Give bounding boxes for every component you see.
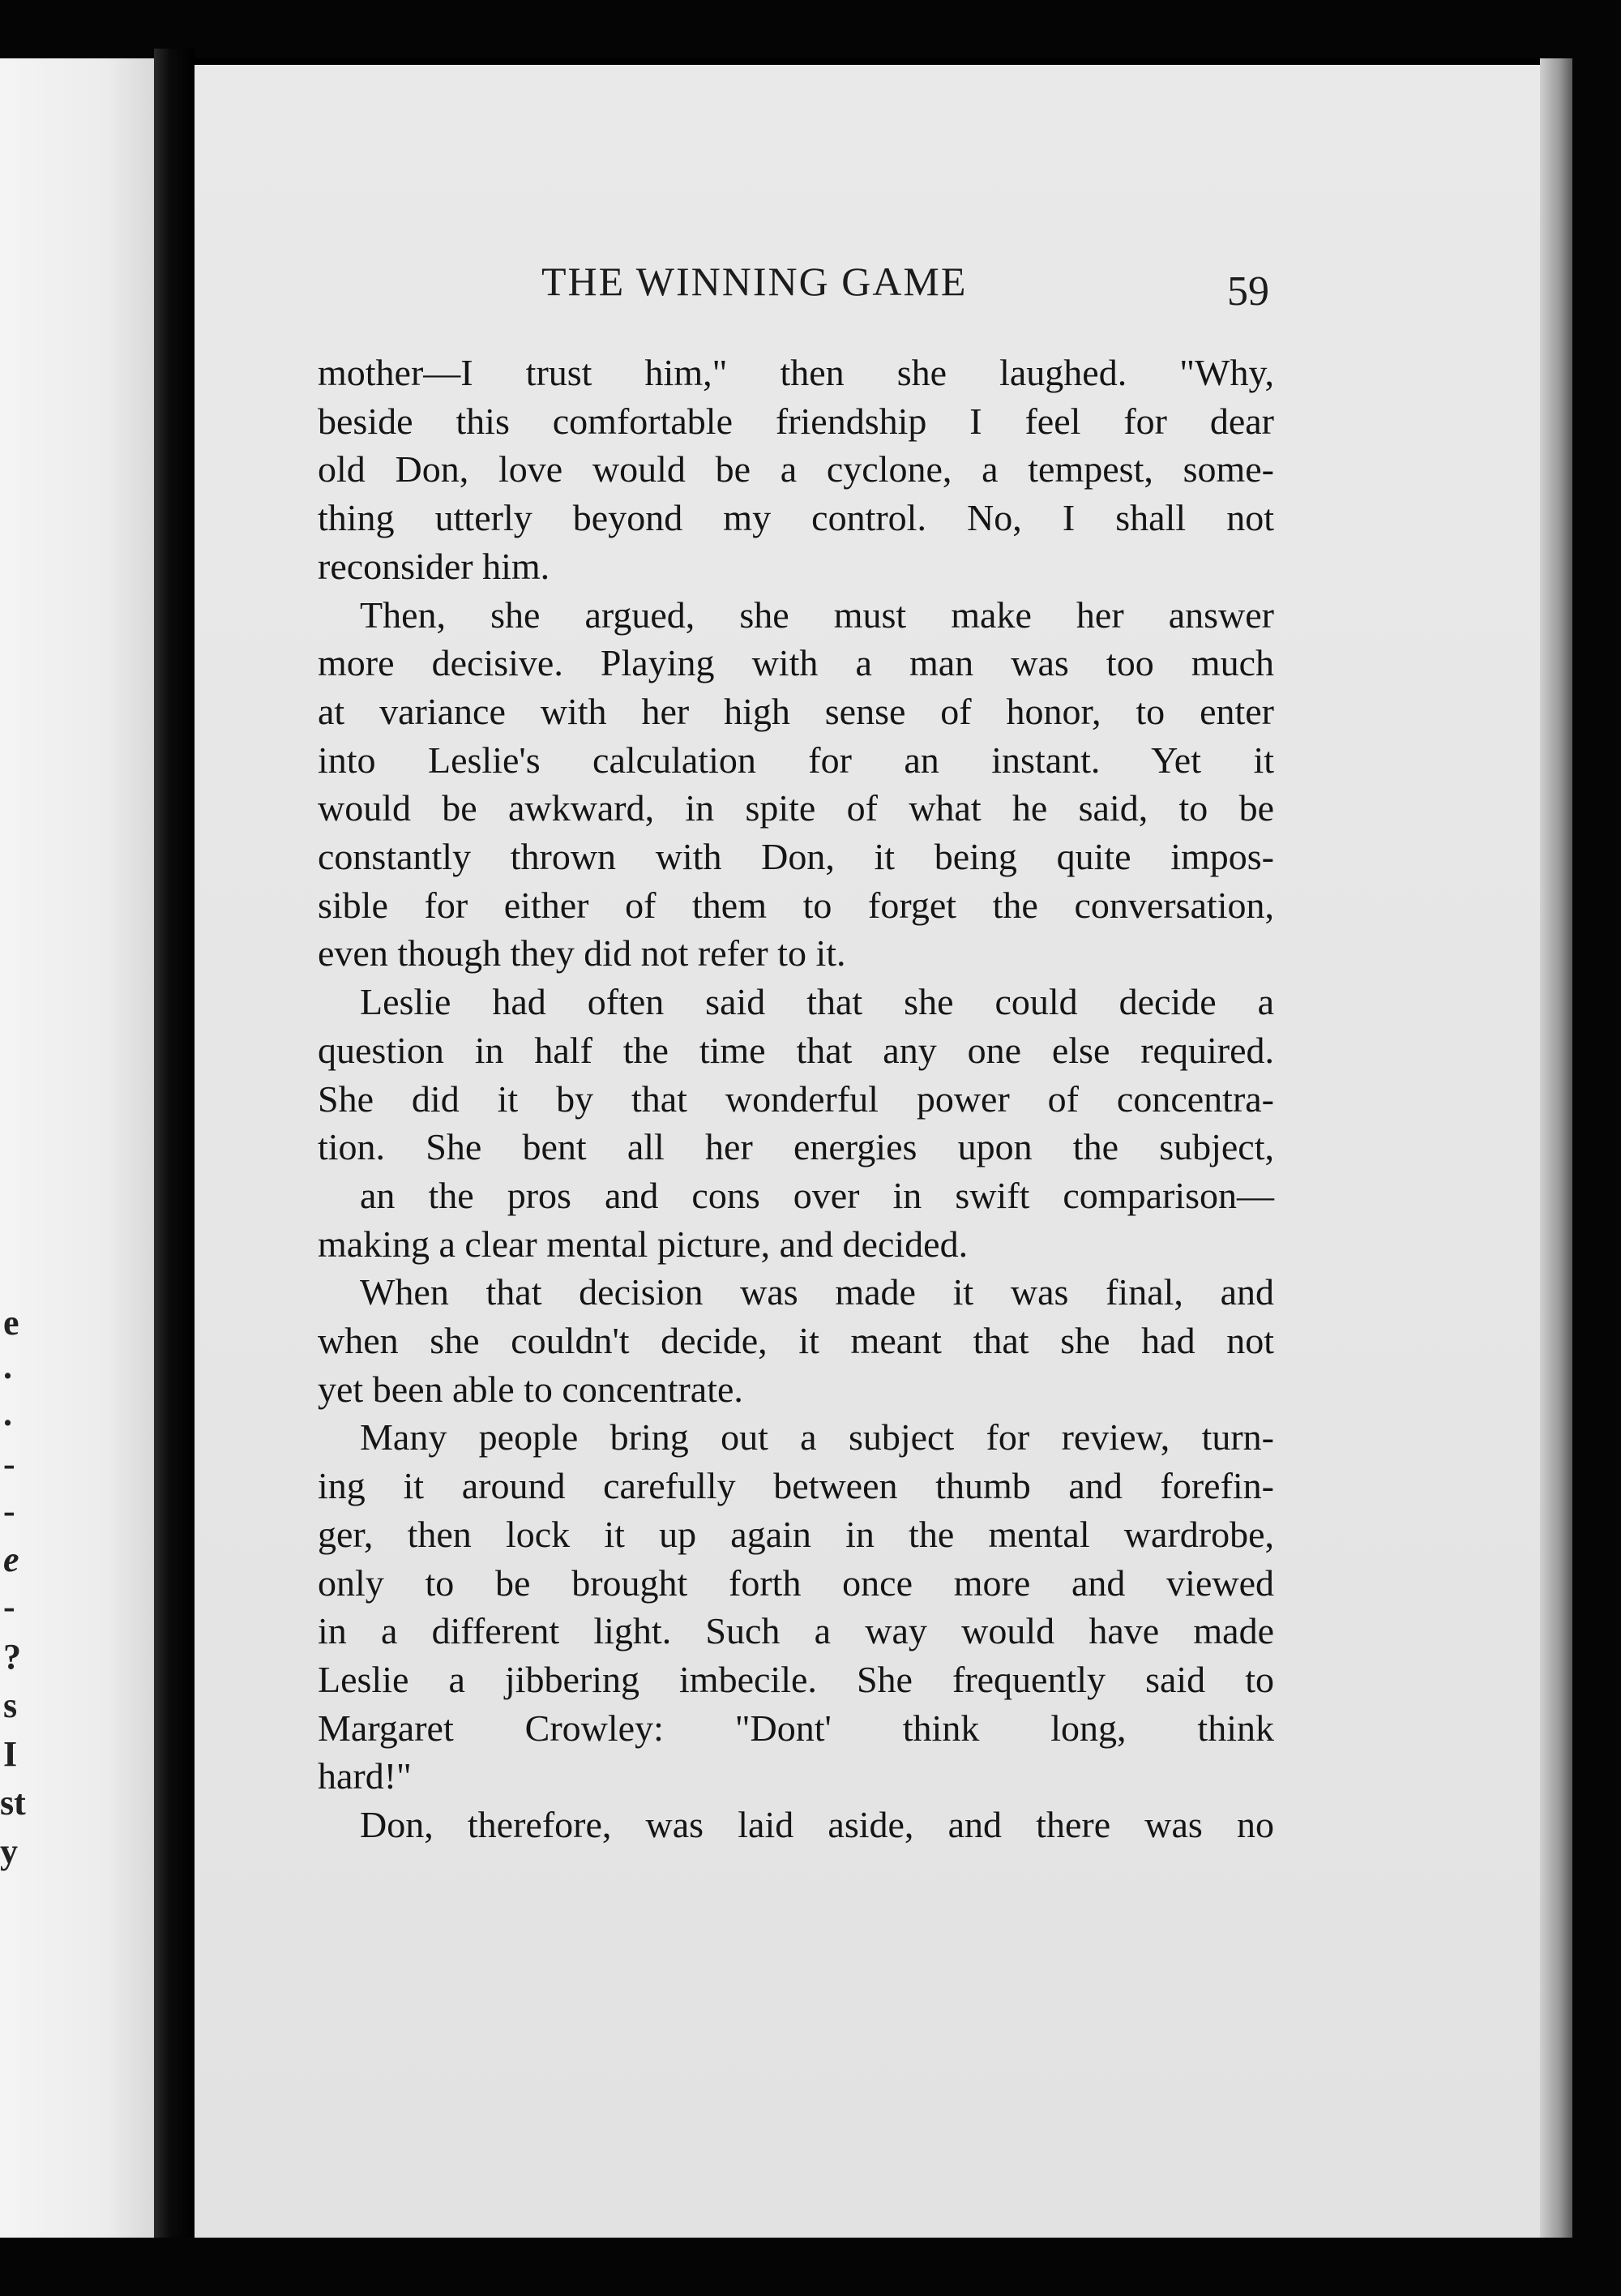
text-line: question in half the time that any one else required. — [318, 1029, 1274, 1071]
text-line: an the pros and cons over in swift comparison— — [360, 1174, 1274, 1216]
facing-page-fragments — [0, 58, 154, 2239]
fragment: - — [3, 1587, 15, 1626]
text-line: Leslie a jibbering imbecile. She frequently said to — [318, 1658, 1274, 1700]
page-number: 59 — [1227, 268, 1269, 315]
text-line: only to be brought forth once more and viewed — [318, 1561, 1274, 1604]
fragment: I — [3, 1734, 18, 1774]
text-line: She did it by that wonderful power of concentra- — [318, 1077, 1274, 1120]
text-line: when she couldn't decide, it meant that she had not — [318, 1320, 1274, 1362]
text-line: hard!" — [318, 1755, 412, 1797]
text-line: constantly thrown with Don, it being quite impos- — [318, 836, 1274, 878]
text-line: into Leslie's calculation for an instant. Yet it — [318, 739, 1274, 781]
text-line: ger, then lock it up again in the mental wardrobe, — [318, 1513, 1274, 1555]
page-edge-shadow — [1540, 58, 1572, 2247]
text-line: ing it around carefully between thumb and forefin- — [318, 1465, 1274, 1507]
fragment: . — [3, 1347, 12, 1386]
text-line: thing utterly beyond my control. No, I shall not — [318, 497, 1274, 539]
fragment: y — [0, 1831, 18, 1871]
fragment: - — [3, 1444, 15, 1484]
text-line: at variance with her high sense of honor, to enter — [318, 690, 1274, 732]
fragment: . — [3, 1394, 12, 1433]
scan-border-right — [1572, 49, 1621, 2296]
fragment: ? — [3, 1637, 21, 1677]
fragment: s — [3, 1686, 18, 1725]
text-line: Don, therefore, was laid aside, and there was no — [360, 1804, 1274, 1846]
text-line: Then, she argued, she must make her answer — [360, 593, 1274, 636]
text-line: reconsider him. — [318, 545, 550, 587]
fragment: st — [0, 1783, 26, 1823]
text-line: in a different light. Such a way would have made — [318, 1610, 1274, 1652]
text-line: tion. She bent all her energies upon the subject, — [318, 1126, 1274, 1168]
fragment: e — [3, 1540, 19, 1579]
fragment: - — [3, 1491, 15, 1531]
facing-page-edge — [0, 58, 154, 2239]
text-line: mother—I trust him," then she laughed. "Why, — [318, 352, 1274, 393]
scan-border-top — [0, 0, 1621, 58]
text-line: yet been able to concentrate. — [318, 1368, 743, 1410]
text-line: sible for either of them to forget the conversation, — [318, 884, 1274, 926]
text-line: When that decision was made it was final, and — [360, 1271, 1274, 1313]
text-line: more decisive. Playing with a man was too much — [318, 642, 1274, 684]
body-text — [318, 349, 1274, 1849]
running-head: THE WINNING GAME — [541, 259, 968, 304]
book-gutter — [154, 49, 195, 2254]
text-line: would be awkward, in spite of what he said, to be — [318, 787, 1274, 829]
text-line: beside this comfortable friendship I feel for dear — [318, 400, 1274, 442]
text-line: Leslie had often said that she could decide a — [360, 981, 1274, 1023]
scan-border-bottom — [0, 2238, 1621, 2296]
text-line: Many people bring out a subject for review, turn- — [360, 1416, 1274, 1459]
text-line: Margaret Crowley: "Dont' think long, think — [318, 1707, 1274, 1749]
text-line: even though they did not refer to it. — [318, 932, 846, 975]
text-line: old Don, love would be a cyclone, a tempest, some- — [318, 448, 1274, 490]
text-line: making a clear mental picture, and decided. — [318, 1223, 969, 1265]
fragment: e — [3, 1303, 19, 1343]
